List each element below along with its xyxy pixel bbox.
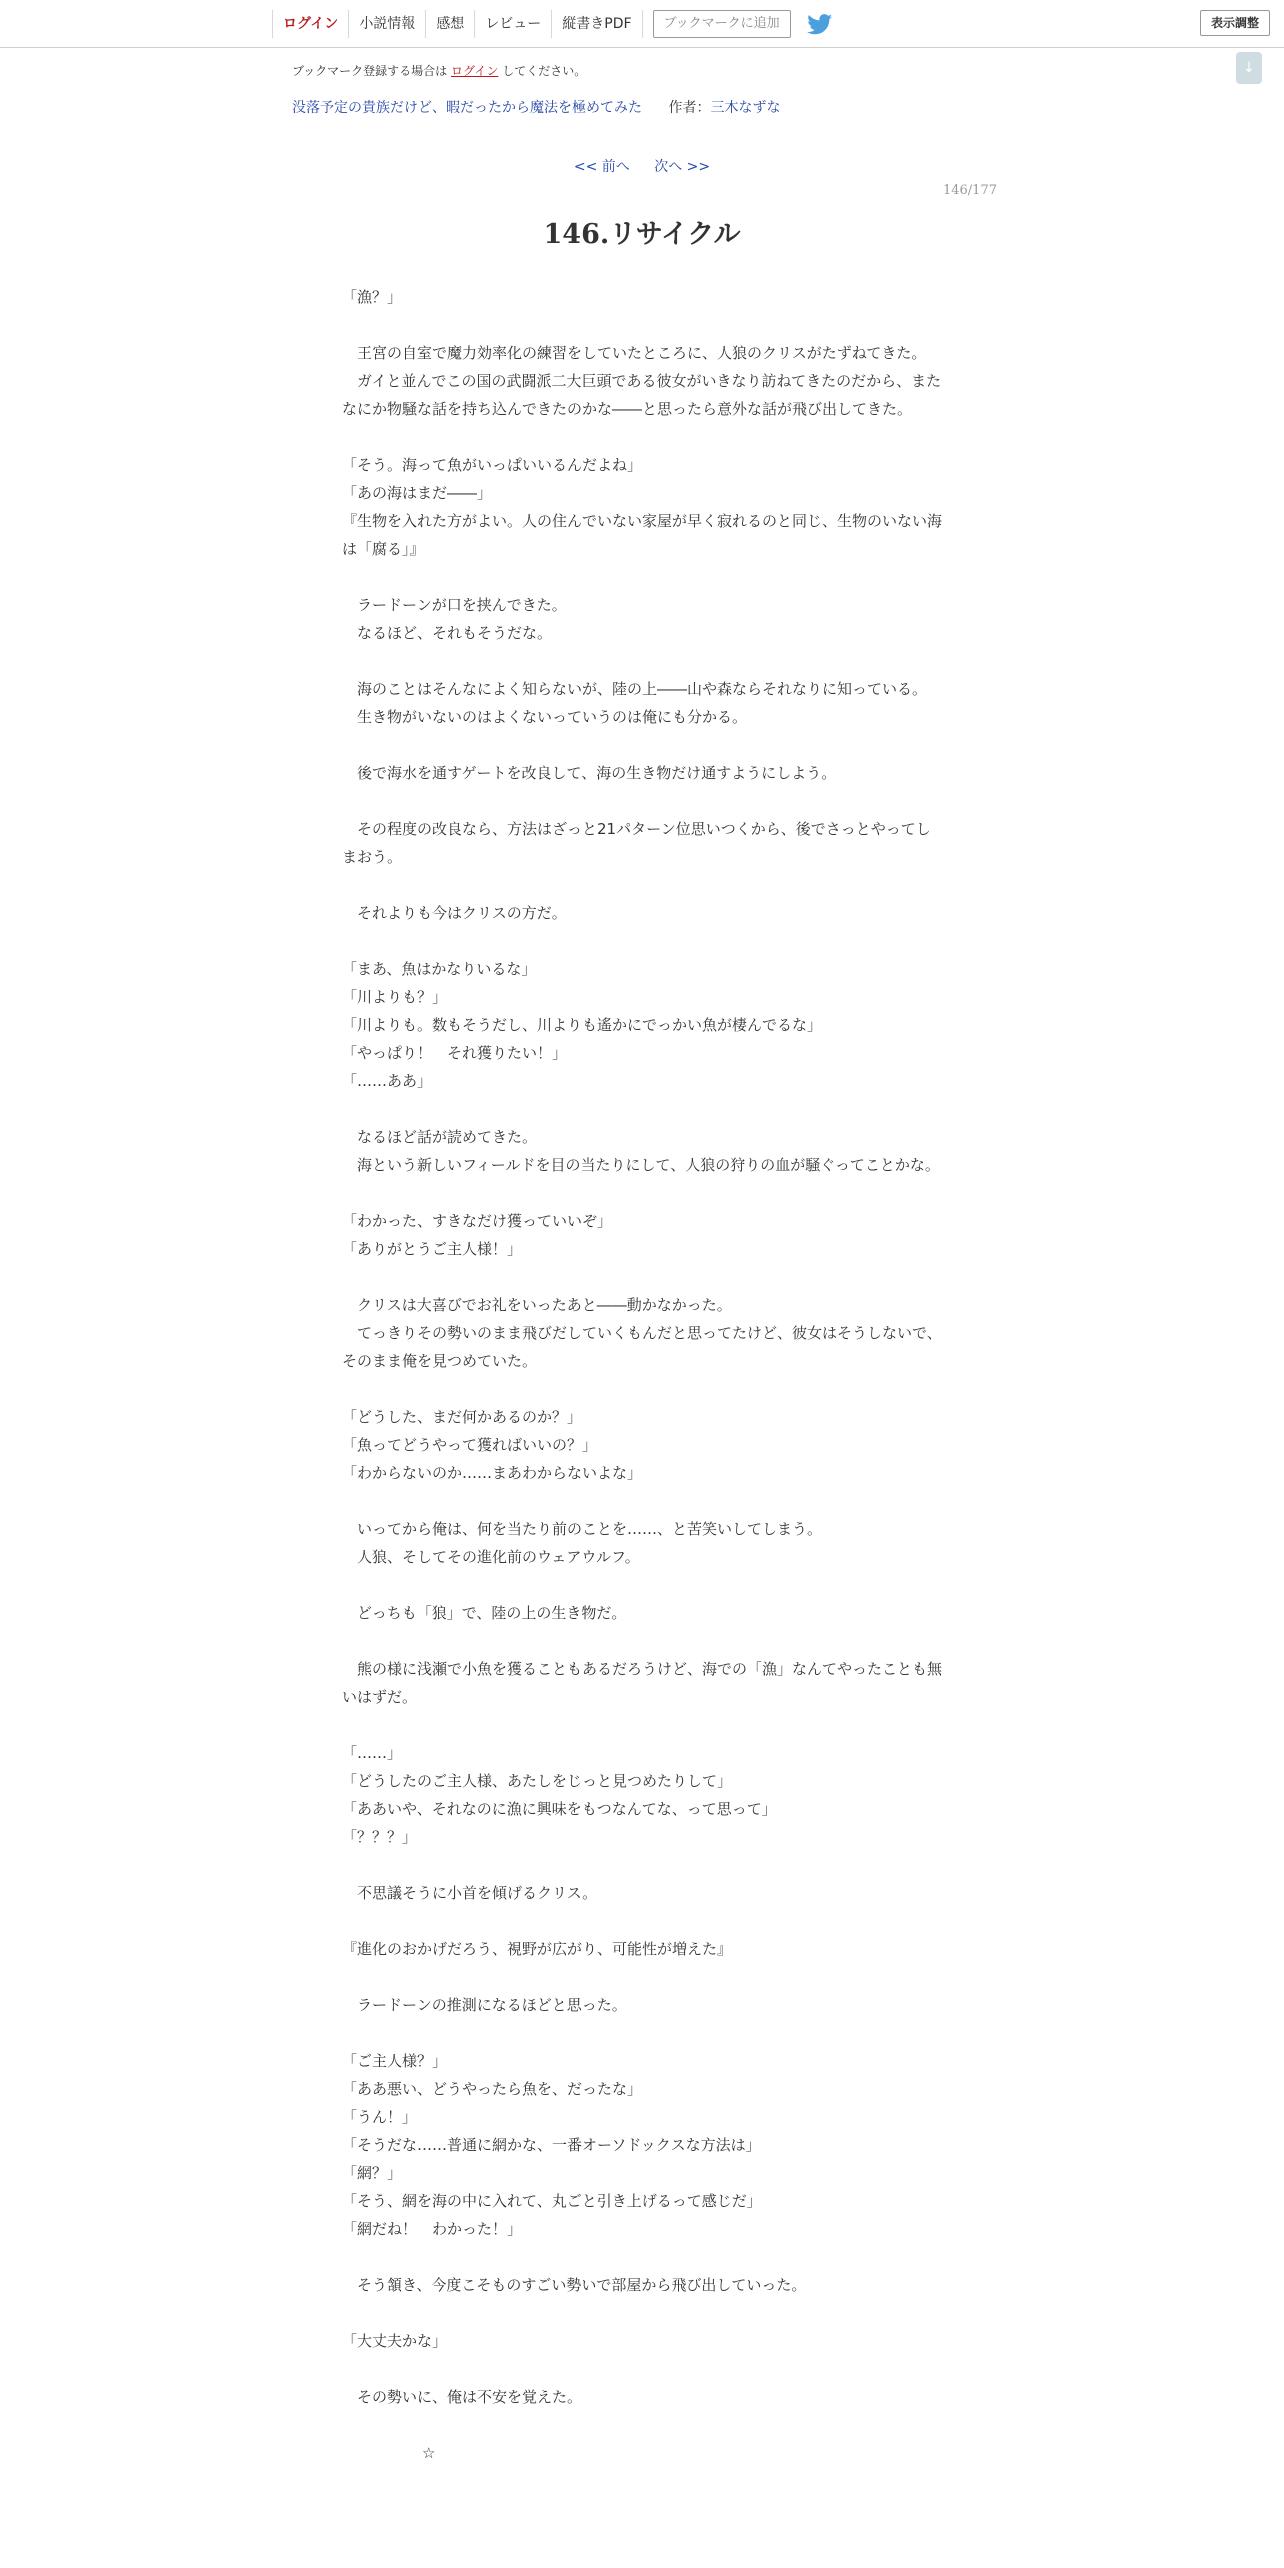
blank-line [342,2355,942,2383]
next-chapter-link[interactable]: 次へ >> [654,159,711,175]
blank-line [342,2411,942,2439]
blank-line [342,1627,942,1655]
body-line: 「わからないのか……まあわからないよな」 [342,1464,643,1482]
blank-line [342,871,942,899]
body-line: 「そう。海って魚がいっぱいいるんだよね」 [342,456,643,474]
prev-chapter-link[interactable]: << 前へ [573,159,630,175]
body-line: 「そうだな……普通に網かな、一番オーソドックスな方法は」 [342,2136,761,2154]
body-line: 「……ああ」 [342,1072,433,1090]
blank-line [342,2019,942,2047]
body-line: 不思議そうに小首を傾げるクリス。 [342,1884,598,1902]
blank-line [342,1263,942,1291]
body-line: 「大丈夫かな」 [342,2332,448,2350]
body-line: 後で海水を通すゲートを改良して、海の生き物だけ通すようにしよう。 [342,764,837,782]
blank-line [342,1179,942,1207]
nav-menu [272,0,833,48]
body-line: 生き物がいないのはよくないっていうのは俺にも分かる。 [342,708,748,726]
nav-review[interactable]: レビュー [474,10,551,38]
star-separator: ☆ [422,2444,436,2462]
body-line: 「漁？」 [342,288,403,306]
body-line: 「ご主人様？」 [342,2052,448,2070]
chapter-body [342,283,942,2467]
body-line: 「網？」 [342,2164,403,2182]
blank-line [342,731,942,759]
blank-line [342,563,942,591]
display-settings-button[interactable]: 表示調整 [1200,10,1270,36]
body-line: それよりも今はクリスの方だ。 [342,904,567,922]
body-line: 人狼、そしてその進化前のウェアウルフ。 [342,1548,640,1566]
body-line: いってから俺は、何を当たり前のことを……、と苦笑いしてしまう。 [342,1520,823,1538]
body-line: なるほど話が読めてきた。 [342,1128,538,1146]
nav-impressions[interactable]: 感想 [425,10,474,38]
body-line: どっちも「狼」で、陸の上の生き物だ。 [342,1604,627,1622]
body-line: 「そう、網を海の中に入れて、丸ごと引き上げるって感じだ」 [342,2192,762,2210]
top-navigation-bar [0,0,1284,48]
body-line: 王宮の自室で魔力効率化の練習をしていたところに、人狼のクリスがたずねてきた。 [342,344,927,362]
blank-line [342,1487,942,1515]
login-note-prefix: ブックマーク登録する場合は [292,64,448,78]
body-line: てっきりその勢いのまま飛びだしていくもんだと思ってたけど、彼女はそうしないで、そのまま俺を見つめていた。 [342,1324,942,1370]
blank-line [342,1571,942,1599]
twitter-icon[interactable] [807,13,833,35]
body-line: 『生物を入れた方がよい。人の住んでいない家屋が早く寂れるのと同じ、生物のいない海は「腐る」』 [342,512,943,558]
novel-info-line [292,97,780,117]
body-line: 「川よりも？」 [342,988,448,1006]
body-line: 「……」 [342,1744,403,1762]
body-line: ガイと並んでこの国の武闘派二大巨頭である彼女がいきなり訪ねてきたのだから、またなにか物騒な話を持ち込んできたのかな――と思ったら意外な話が飛び出してきた。 [342,372,942,418]
blank-line [342,423,942,451]
body-line: 「まあ、魚はかなりいるな」 [342,960,537,978]
body-line: ラードーンが口を挟んできた。 [342,596,567,614]
login-link[interactable]: ログイン [451,64,499,78]
body-line: 「あの海はまだ――」 [342,484,493,502]
body-line: 「ああいや、それなのに漁に興味をもつなんてな、って思って」 [342,1800,777,1818]
author-label: 作者： [668,100,711,116]
body-line: 「魚ってどうやって獲ればいいの？」 [342,1436,598,1454]
blank-line [342,1095,942,1123]
body-line: 「ああ悪い、どうやったら魚を、だったな」 [342,2080,643,2098]
novel-title-link[interactable]: 没落予定の貴族だけど、暇だったから魔法を極めてみた [292,100,642,116]
chapter-title: 146.リサイクル [543,219,741,250]
body-line: 『進化のおかげだろう、視野が広がり、可能性が増えた』 [342,1940,733,1958]
blank-line [342,1851,942,1879]
blank-line [342,787,942,815]
blank-line [342,1375,942,1403]
body-line: 海という新しいフィールドを目の当たりにして、人狼の狩りの血が騒ぐってことかな。 [342,1156,940,1174]
body-line: その程度の改良なら、方法はざっと21パターン位思いつくから、後でさっとやってしまおう。 [342,820,931,866]
blank-line [342,1907,942,1935]
body-line: そう頷き、今度こそものすごい勢いで部屋から飛び出していった。 [342,2276,807,2294]
chapter-count: 146/177 [942,183,997,198]
blank-line [342,1711,942,1739]
blank-line [342,647,942,675]
body-line: その勢いに、俺は不安を覚えた。 [342,2388,583,2406]
body-line: 「どうした、まだ何かあるのか？」 [342,1408,583,1426]
chapter-pager [0,156,1284,176]
blank-line [342,927,942,955]
body-line: 「どうしたのご主人様、あたしをじっと見つめたりして」 [342,1772,733,1790]
nav-novel-info[interactable]: 小説情報 [348,10,425,38]
blank-line [342,2299,942,2327]
nav-vertical-pdf[interactable]: 縦書きPDF [551,10,642,38]
body-line: 「川よりも。数もそうだし、川よりも遙かにでっかい魚が棲んでるな」 [342,1016,823,1034]
blank-line [342,2243,942,2271]
author-link[interactable]: 三木なずな [710,100,781,116]
add-bookmark-button[interactable]: ブックマークに追加 [653,10,791,38]
body-line: 「わかった、すきなだけ獲っていいぞ」 [342,1212,613,1230]
body-line: クリスは大喜びでお礼をいったあと――動かなかった。 [342,1296,732,1314]
body-line: 「ありがとうご主人様！」 [342,1240,523,1258]
bookmark-login-note [292,62,586,79]
nav-login[interactable]: ログイン [272,10,348,38]
body-line: 「うん！」 [342,2108,418,2126]
body-line: 海のことはそんなによく知らないが、陸の上――山や森ならそれなりに知っている。 [342,680,928,698]
body-line: 「？？？」 [342,1828,418,1846]
scroll-down-icon[interactable]: ↓ [1236,52,1262,84]
login-note-suffix: してください。 [502,64,587,78]
body-line: ラードーンの推測になるほどと思った。 [342,1996,627,2014]
blank-line [342,1963,942,1991]
body-line: 「網だね！ わかった！」 [342,2220,523,2238]
body-line: 「やっぱり！ それ獲りたい！」 [342,1044,568,1062]
body-line: 熊の様に浅瀬で小魚を獲ることもあるだろうけど、海での「漁」なんてやったことも無いはずだ。 [342,1660,943,1706]
blank-line [342,311,942,339]
body-line: なるほど、それもそうだな。 [342,624,553,642]
